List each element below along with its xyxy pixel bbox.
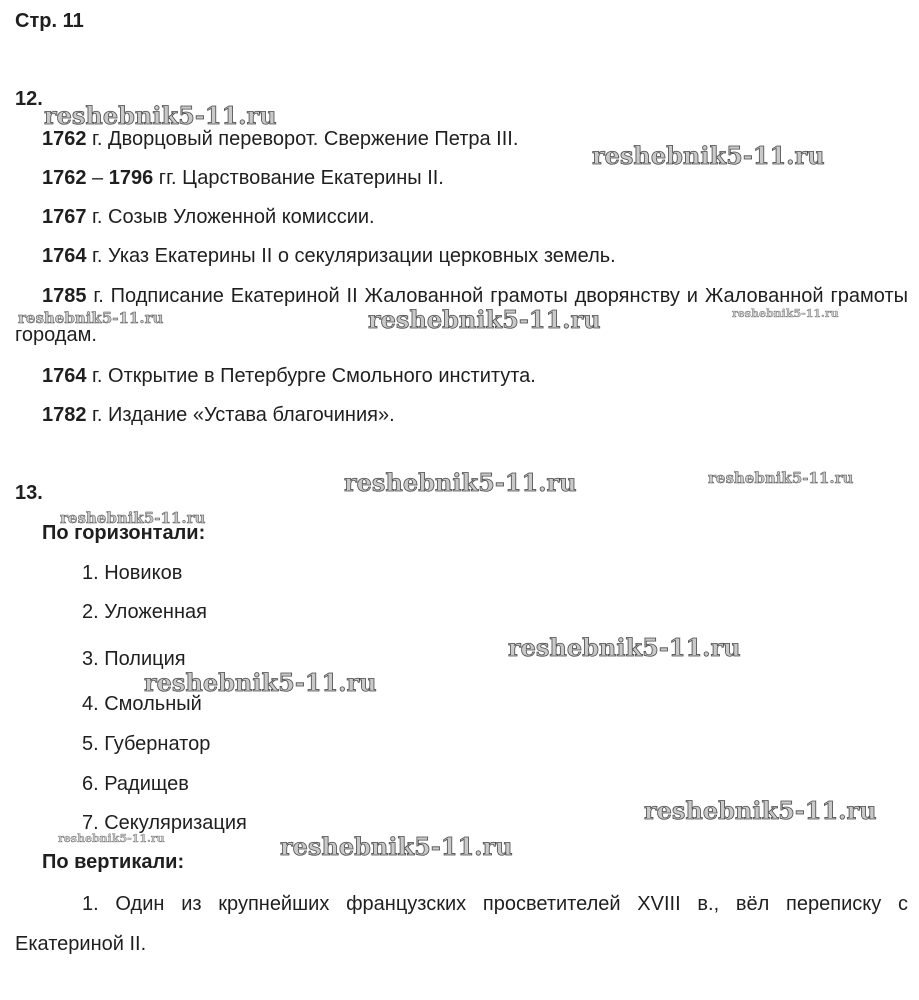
horizontal-answer-7: 7. Секуляризация <box>82 812 247 834</box>
vertical-answer-1: 1. Один из крупнейших французских просветителей XVIII в., вёл переписку с Екатериной II. <box>15 893 908 955</box>
horizontal-answer-1: 1. Новиков <box>82 562 183 584</box>
event-year: 1764 <box>42 245 87 267</box>
event-year: 1762 <box>42 167 87 189</box>
event-text: г. Созыв Уложенной комиссии. <box>86 206 375 228</box>
event-4 <box>42 244 616 268</box>
watermark: reshebnik5-11.ru <box>592 141 825 170</box>
event-year: 1785 <box>42 285 87 307</box>
watermark: reshebnik5-11.ru <box>508 633 741 662</box>
watermark: reshebnik5-11.ru <box>368 305 601 334</box>
event-year: 1767 <box>42 206 87 228</box>
event-6 <box>42 364 536 388</box>
task-13-number: 13. <box>15 482 43 504</box>
event-text: г. Открытие в Петербурге Смольного института. <box>86 365 536 387</box>
watermark: reshebnik5-11.ru <box>58 832 165 845</box>
event-text: г. Дворцовый переворот. Свержение Петра III. <box>86 128 519 150</box>
horizontal-answer-6: 6. Радищев <box>82 773 189 795</box>
event-dash: – <box>86 167 109 189</box>
watermark: reshebnik5-11.ru <box>732 307 839 320</box>
watermark: reshebnik5-11.ru <box>60 509 206 527</box>
watermark: reshebnik5-11.ru <box>708 469 854 487</box>
horizontal-answer-4: 4. Смольный <box>82 693 202 715</box>
watermark: reshebnik5-11.ru <box>280 832 513 861</box>
event-text: г. Подписание Екатериной II Жалованной грамоты дворянству и Жалованной грамоты городам. <box>15 285 908 346</box>
event-2 <box>42 166 444 190</box>
watermark: reshebnik5-11.ru <box>144 668 377 697</box>
watermark: reshebnik5-11.ru <box>344 468 577 497</box>
horizontal-answer-2: 2. Уложенная <box>82 601 207 623</box>
event-7 <box>42 403 395 427</box>
horizontal-answer-3: 3. Полиция <box>82 648 186 670</box>
event-text: г. Указ Екатерины II о секуляризации церковных земель. <box>86 245 616 267</box>
horizontal-heading: По горизонтали: <box>42 522 206 544</box>
watermark: reshebnik5-11.ru <box>44 101 277 130</box>
page-title: Стр. 11 <box>15 10 84 32</box>
watermark: reshebnik5-11.ru <box>644 796 877 825</box>
task-12-number: 12. <box>15 88 43 110</box>
event-year: 1764 <box>42 365 87 387</box>
event-1 <box>42 127 518 151</box>
vertical-heading: По вертикали: <box>42 851 185 873</box>
event-year: 1762 <box>42 128 87 150</box>
event-text: гг. Царствование Екатерины II. <box>153 167 444 189</box>
event-3 <box>42 205 375 229</box>
horizontal-answer-5: 5. Губернатор <box>82 733 211 755</box>
event-year-end: 1796 <box>108 167 154 189</box>
event-text: г. Издание «Устава благочиния». <box>86 404 395 426</box>
event-year: 1782 <box>42 404 87 426</box>
watermark: reshebnik5-11.ru <box>18 309 164 327</box>
